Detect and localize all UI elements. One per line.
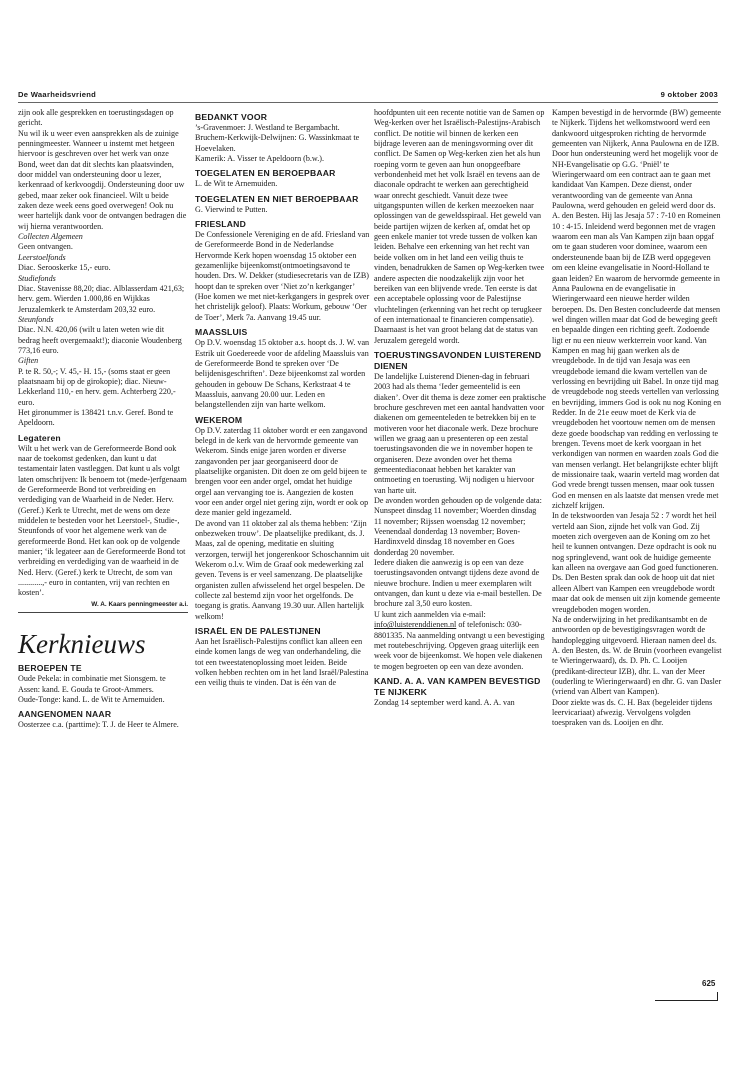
paragraph: In de tekstwoorden van Jesaja 52 : 7 wordt het heil verteld aan Sion, zijnde het volk van God. Zij moeten zich overgeven aan de Koning om zo het heil te kunnen ontvangen. Deze opdracht is ook nu nog springlevend, want ook de huidige gemeente kan alleen na overgave aan God goed functioneren. Ds. Den Besten sprak dan ook de hoop uit dat niet alleen Albert van Kampen een vreugdebode wordt maar dat ook de mensen uit zijn komende gemeente vreugdeboden mogen worden. <box>552 511 721 614</box>
paragraph: G. Vierwind te Putten. <box>195 204 268 214</box>
email-followup: of telefonisch: 030-8801335. Na aanmelding ontvangt u een bevestiging met routebeschrijving. Opgeven graag uiterlijk een week voor de bijeenkomst. We hopen vele diakenen te mogen begroeten op een van deze avonden. <box>374 620 545 671</box>
paragraph: P. te R. 50,-; V. 45,- H. 15,- (soms staat er geen plaatsnaam bij op de girokopie); diac. Nieuw-Lekkerland 110,- en herv. gem. Achterberg 220,- euro. <box>18 366 176 407</box>
issue-date: 9 oktober 2003 <box>660 90 718 99</box>
paragraph: L. de Wit te Arnemuiden. <box>195 179 278 189</box>
kerknieuws-title: Kerknieuws <box>18 629 146 660</box>
paragraph: Oosterzee c.a. (parttime): T. J. de Heer te Almere. <box>18 720 179 730</box>
corner-mark <box>655 992 718 1001</box>
paragraph: Diac. Stavenisse 88,20; diac. Alblasserdam 421,63; herv. gem. Wierden 1.000,86 en Wijkkas Jeruzalemkerk te Amsterdam 203,32 euro. <box>18 283 185 314</box>
signature: W. A. Kaars penningmeester a.i. <box>18 600 188 613</box>
paragraph: Op D.V. woensdag 15 oktober a.s. hoopt ds. J. W. van Estrik uit Goedereede voor de afdeling Maassluis van de Gereformeerde Bond te spreken over ‘De belijdenisgeschriften’. Deze bijeenkomst zal worden gehouden in gebouw De Schans, Kerkstraat 4 te Maassluis, aanvang 20.00 uur. Leden en belangstellenden zijn van harte welkom. <box>195 338 370 410</box>
paragraph: Na de onderwijzing in het predikantsambt en de antwoorden op de bevestigingsvragen wordt de handoplegging uitgevoerd. Hieraan namen deel ds. A. den Besten, ds. W. de Bruin (voorheen evangelist te Wieringerwaard), ds. D. Ph. C. Looijen (predikant-directeur IZB), dhr. L. van der Meer (ouderling te Wieringerwaard) en dhr. G. van Dasler (vriend van Albert van Kampen). <box>552 614 722 697</box>
paragraph: Diac. Serooskerke 15,- euro. <box>18 263 111 273</box>
paragraph: Kamerik: A. Visser te Apeldoorn (b.w.). <box>195 154 324 164</box>
fund-label: Leerstoelfonds <box>18 252 66 262</box>
subsection-heading: Legateren <box>18 432 61 443</box>
fund-label: Studiefonds <box>18 273 56 283</box>
section-heading: MAASSLUIS <box>195 327 248 338</box>
section-heading: AANGENOMEN NAAR <box>18 709 112 720</box>
section-heading: TOEGELATEN EN NIET BEROEPBAAR <box>195 193 359 204</box>
paragraph: hoofdpunten uit een recente notitie van de Samen op Weg-kerken over het Israëlisch-Palestijns-Arabisch conflict. De notitie wil binnen de kerken een bijdrage leveren aan de meningsvorming over dit conflict. De Samen op Weg-kerken zien het als hun roeping vorm te geven aan hun onopgeefbare verbondenheid met het volk Israël en tevens aan de diaconale opdracht te werken aan gerechtigheid waar onrecht geschiedt. Vanuit deze twee uitgangspunten willen de kerken meezoeken naar oplossingen van de geweldsspiraal. Het geweld van beide partijen wijzen de kerken af, omdat het op geen enkele manier tot vrede tussen de volken kan leiden. Behalve een erkenning van het recht van beide volken om in het land een veilig thuis te vinden, benadrukken de Samen op Weg-kerken twee andere aspecten die noodzakelijk zijn voor het bereiken van een blijvende vrede. Ten eerste is dat een acceptabele oplossing voor de Palestijnse vluchtelingen (erkenning van het recht op terugkeer of een internationaal te financieren compensatie). Daarnaast is het van groot belang dat de status van Jeruzalem geregeld wordt. <box>374 108 545 345</box>
section-heading: KAND. A. A. VAN KAMPEN BEVESTIGD TE NIJKERK <box>374 675 541 697</box>
column-4 <box>552 108 722 729</box>
paragraph: Op D.V. zaterdag 11 oktober wordt er een zangavond belegd in de kerk van de hervormde gemeente van Wekerom. Sinds enige jaren worden er diverse zangavonden per jaar georganiseerd door de plaatselijke organisten. Dit doen ze om geld bijeen te brengen voor een ander orgel, omdat het huidige orgel aan vervanging toe is. Aangezien de kosten voor een ander orgel niet gering zijn, wordt er ook op deze manier geld ingezameld. <box>195 425 369 518</box>
paragraph: Geen ontvangen. <box>18 242 73 252</box>
section-heading: BEDANKT VOOR <box>195 112 268 122</box>
paragraph: De avond van 11 oktober zal als thema hebben: ‘Zijn onbezweken trouw’. De plaatselijke predikant, ds. J. Maas, zal de opening, meditatie en sluiting verzorgen, terwijl het jongerenkoor Schoschannim uit Wekerom o.l.v. Wim de Graaf ook medewerking zal geven. Tevens is er veel samenzang. De plaatselijke organisten zullen afwisselend het orgel bespelen. De collecte zal bestemd zijn voor het orgelfonds. De toegang is gratis. Aanvang 19.30 uur. Allen hartelijk welkom! <box>195 518 370 621</box>
paragraph: De avonden worden gehouden op de volgende data: Nunspeet dinsdag 11 november; Woerden dinsdag 11 november; Rijssen woensdag 12 november; Veenendaal donderdag 13 november; Boven-Hardinxveld dinsdag 18 november en Goes donderdag 20 november. <box>374 496 542 557</box>
publication-name: De Waarheidsvriend <box>18 90 97 99</box>
section-heading: TOERUSTINGSAVONDEN LUISTEREND DIENEN <box>374 349 542 371</box>
section-heading: WEKEROM <box>195 414 243 425</box>
paragraph: Wilt u het werk van de Gereformeerde Bond ook naar de toekomst gedenken, dan kunt u dat testamentair laten vastleggen. Dat kunt u als volgt laten omschrijven: Ik benoem tot (mede-)erfgenaam de Gereformeerde Bond tot verbreiding en verdediging van de Waarheid in de Neder. Herv. (Geref.) Kerk te Utrecht, met de wens om deze middelen te besteden voor het Leerstoel-, Studie-, Steunfonds of voor het algemene werk van de gereformeerde Bond. Het kan ook op de volgende manier; ‘ik legateer aan de Gereformeerde Bond tot verbreiding en verdediging van de waarheid in de Ned. Herv. (Geref.) kerk te Utrecht, de som van ............,- euro in contanten, vrij van rechten en kosten’. <box>18 443 187 598</box>
paragraph: Nu wil ik u weer even aansprekken als de zuinige penningmeester. Wanneer u instemt met hetgeen hiervoor is geschreven over het werk van onze Bond, weet dan dat dit slechts kan plaatsvinden, door middel van ondersteuning door u lezer, kerkenraad of kerkvoogdij. Ondersteuning door uw gebed, maar zeker ook financieel. Wilt u beide zaken deze week eens goed overwegen! Ook nu weer hartelijk dank voor de ontvangen bedragen die wij hierna verantwoorden. <box>18 128 187 231</box>
fund-label: Collecten Algemeen <box>18 232 83 242</box>
paragraph: zijn ook alle gesprekken en toerustingsdagen op gericht. <box>18 108 174 128</box>
email-link[interactable]: info@luisterenddienen.nl <box>374 620 457 630</box>
paragraph: De landelijke Luisterend Dienen-dag in februari 2003 had als thema ‘Ieder gemeentelid is een diaken’. Over dit thema is deze zomer een praktische brochure geschreven met een aantal handvatten voor diakenen om gemeenteleden te betrekken bij en te motiveren voor het diaconale werk. Deze brochure willen we graag aan u presenteren op een zestal toerustingsavonden die we in november hopen te organiseren. Deze avonden over het thema gemeentediaconaat hebben het karakter van ontmoeting en toerusting. Wij nodigen u hiervoor van harte uit. <box>374 371 546 495</box>
column-1 <box>18 108 188 731</box>
paragraph: Zondag 14 september werd kand. A. A. van <box>374 697 515 707</box>
paragraph: Oude Pekela: in combinatie met Sionsgem. te Assen: kand. E. Gouda te Groot-Ammers. <box>18 674 166 694</box>
fund-label: Steunfonds <box>18 314 54 324</box>
paragraph: Aan het Israëlisch-Palestijns conflict kan alleen een einde komen langs de weg van onderhandeling, die tot een tweestatenoplossing moet leiden. Beide volken hebben rechten om in het land Israël/Palestina een veilig thuis te vinden. Dat is één van de <box>195 637 369 688</box>
section-heading: FRIESLAND <box>195 219 246 230</box>
paragraph: Iedere diaken die aanwezig is op een van deze toerustingsavonden ontvangt tijdens deze avond de nieuwe brochure. Indien u meer exemplaren wilt ontvangen, dan kunt u deze via e-mail bestellen. De brochure zal 3,50 euro kosten. <box>374 558 542 609</box>
section-heading: ISRAËL EN DE PALESTIJNEN <box>195 626 321 637</box>
section-heading: TOEGELATEN EN BEROEPBAAR <box>195 168 336 179</box>
email-paragraph <box>374 610 546 672</box>
paragraph: Bruchem-Kerkwijk-Delwijnen: G. Wassinkmaat te Hoevelaken. <box>195 133 360 153</box>
paragraph: De Confessionele Vereniging en de afd. Friesland van de Gereformeerde Bond in de Nederlandse Hervormde Kerk hopen woensdag 15 oktober een gezamenlijke bijeenkomst(ontmoetingsavond te houden. Drs. W. Dekker (studiesecretaris van de IZB) hoopt dan te spreken over ‘Niet zo’n kerkganger’ (Hoe komen we met niet-kerkgangers in gesprek over het christelijk geloof). Plaats: Workum, gebouw ‘Oer de Toer’, Merk 7a. Aanvang 19.45 uur. <box>195 230 370 322</box>
paragraph: Diac. N.N. 420,06 (wilt u laten weten wie dit bedrag heeft overgemaakt!); diaconie Woudenberg 773,16 euro. <box>18 325 182 355</box>
paragraph: Oude-Tonge: kand. L. de Wit te Arnemuiden. <box>18 694 165 704</box>
page-number: 625 <box>702 979 716 988</box>
section-heading: BEROEPEN TE <box>18 663 82 674</box>
column-2 <box>195 108 370 689</box>
running-header <box>18 90 718 103</box>
fund-label: Giften <box>18 356 39 366</box>
email-intro: U kunt zich aanmelden via e-mail: <box>374 609 486 619</box>
paragraph: ’s-Gravenmoer: J. Westland te Bergambacht. <box>195 123 340 132</box>
paragraph: Door ziekte was ds. C. H. Bax (begeleider tijdens leervicariaat) afwezig. Vervolgens volgden toespraken van ds. Looijen en dhr. <box>552 697 713 728</box>
paragraph: Kampen bevestigd in de hervormde (BW) gemeente te Nijkerk. Tijdens het welkomstwoord werd een dankwoord uitgesproken richting de hervormde gemeenten van Nijkerk, Anna Paulowna en de IZB. Door hun ondersteuning werd het mogelijk voor de NH-Evangelisatie op G.G. ‘Pniël’ te Wieringerwaard om een contract aan te gaan met kandidaat Van Kampen. Deze dienst, onder verantwoording van de gemeente van Anna Paulowna, werd gehouden en geleid werd door ds. A. den Besten. Hij las Jesaja 57 : 7-10 en Romeinen 10 : 4-15. Inleidend werd begonnen met de vragen waarom een man als Van Kampen zijn baan opgaf om te gaan studeren voor dominee, waarom een ondersteunende baan bij de IZB werd opgegeven om een kleine evangelisatie in Noord-Holland te gaan leiden? En waarom de hervormde gemeente in Anna Paulowna en de evangelisatie in Wieringerwaard een nieuwe herder wilden beroepen. Ds. Den Besten concludeerde dat mensen wel dingen willen maar dat God de beweging geeft en bepaalde dingen een richting geeft. Zodoende ligt er nu een nieuw werkterrein voor kand. Van Kampen en mag hij gaan werken als de vreugdebode. In de tijd van Jesaja was een vreugdebode iemand die kwam vertellen van de verlossing en bevrijding uit Babel. In onze tijd mag de vreugdebode nog steeds vertellen van verlossing en bevrijding, immers God is ook nu nog Koning en Redder. In de 21e eeuw moet de Kerk via de vreugdeboden het voortouw nemen om de mensen deze goede boodschap van redding en verlossing te brengen. Tevens moet de kerk voorgaan in het verkondigen van normen en waarden zoals God die van mensen verlangt. Het belangrijkste echter blijft de missionaire taak, waarin verteld mag worden dat God vrede brengt tussen mensen, maar ook tussen God en mensen en als laatste dat mensen vrede met zichzelf krijgen. <box>552 108 722 511</box>
column-3 <box>374 108 546 708</box>
paragraph: Het gironummer is 138421 t.n.v. Geref. Bond te Apeldoorn. <box>18 407 174 428</box>
